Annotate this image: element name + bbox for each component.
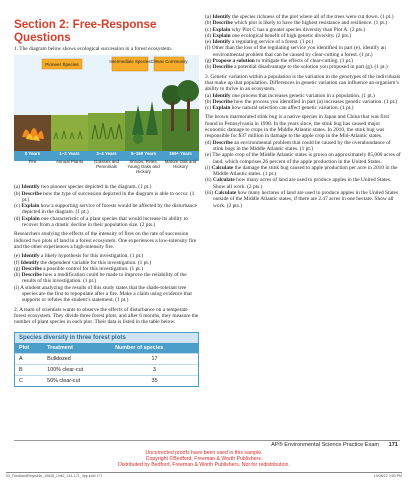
q3-paragraph: The brown marmorated stink bug is a native species in Japan and China that was first found in Pennsylvania in 1998. In the years since, the stink bug has caused major economic damage to crops in the Middle Atlantic states. In 2010, the stink bug was responsible for $37 million in damage to the apple crop in the Mid-Atlantic states. [205, 114, 389, 140]
item-text: a regulating service of a forest. (1 pt.) [230, 39, 314, 46]
species-table [14, 332, 199, 387]
q1-items-2 [14, 253, 199, 303]
item-verb: Identify [212, 14, 231, 20]
page-number: 171 [388, 442, 398, 448]
question-1-intro: 1. The diagram below shows ecological succession in a forest ecosystem. [14, 46, 172, 52]
stage-description: Fire [28, 159, 37, 165]
q3-items-2 [205, 140, 401, 209]
item-text: one ecological benefit of high genetic diversity. (2 pts.) [230, 32, 352, 39]
notice-line: Uncorrected proofs have been used in this sample. [145, 450, 263, 456]
item-verb: Identify [21, 184, 40, 191]
section-title: Section 2: Free-Response Questions [14, 18, 157, 44]
item-letter: (i) [14, 284, 20, 291]
item-verb: Identify [212, 39, 231, 46]
table-cell: 50% clear-cut [43, 375, 111, 386]
item-verb: Describe [212, 64, 233, 71]
item-text: the species richness of the plot where all of the trees were cut down. (1 pt.) [230, 14, 394, 20]
item-text: an environmental problem that could be caused by the overabundance of stink bugs in the Middle Atlantic states. (1 pt.) [213, 139, 391, 152]
table-cell: A [15, 353, 43, 364]
item-text: one characteristic of a plant species that would increase its ability to recover from a drastic decline in their population size. (2 pts.) [22, 215, 188, 229]
q3-items [205, 93, 401, 112]
item-verb: Describe [21, 190, 42, 197]
item-letter: (c) [14, 203, 20, 210]
stage-year: 0 Years [24, 151, 41, 157]
stage-description: Annual Plants [55, 159, 84, 165]
item-text: how the process you identified in part (a) increases genetic variation. (1 pt.) [232, 98, 398, 105]
question-item [205, 164, 401, 178]
stage-0 [14, 151, 51, 174]
table-row [15, 353, 198, 364]
item-verb: Explain [21, 203, 40, 210]
item-verb: Describe [21, 265, 42, 272]
stage-1 [51, 151, 88, 174]
item-letter: (d) [205, 32, 212, 39]
item-verb: Explain [212, 32, 231, 39]
stage-year: 1–2 Years [59, 151, 80, 157]
item-verb: Explain [212, 26, 231, 33]
item-letter: (g) [205, 58, 212, 65]
question-item [14, 203, 199, 216]
q1-paragraph: Researchers studying the effects of the intensity of fires on the rate of succession induced two plots of land in a forest ecosystem. One experiences a low-intensity fire and the other experiences a high-intensity fire. [14, 231, 197, 250]
table-cell: 100% clear-cut [43, 364, 111, 375]
item-text: two pioneer species depicted in the diagram. (1 pt.) [39, 184, 152, 191]
table-cell: 3 [111, 364, 198, 375]
item-letter: (d) [205, 139, 212, 146]
stage-2 [88, 151, 125, 174]
item-letter: (b) [205, 98, 212, 105]
item-letter: (i) [205, 164, 211, 171]
stage-description: Mature Oak and Hickory [164, 159, 197, 170]
item-text: The apple crop of the Middle Atlantic states is grown on approximately 85,000 acres of land, which comprises 26 percent of the apple production in the United States. [212, 152, 401, 165]
q1-items [14, 184, 199, 228]
item-text: how a supporting service of forests would be affected by the disturbance depicted in the diagram. (1 pt.) [22, 203, 198, 216]
item-letter: (d) [14, 215, 21, 222]
print-slug [6, 472, 402, 478]
table-cell: C [15, 375, 43, 386]
table-cell: Bulldozed [43, 353, 111, 364]
item-text: a potential disadvantage to the solution you proposed in part (g). (1 pt.) [232, 64, 388, 71]
stage-label-pioneer: Pioneer Species [45, 62, 79, 68]
slug-right: 19/08/22 3:50 PM [373, 474, 402, 478]
stage-row [14, 151, 199, 174]
item-text: which plot is likely to have the highest resistance and resilience. (1 pt.) [232, 20, 388, 27]
table-title: Species diversity in three forest plots [15, 333, 198, 343]
notice-line: Copyright ©Bedford, Freeman & Worth Publishers. [145, 456, 263, 462]
item-verb: Calculate [214, 190, 237, 197]
table-cell: B [15, 364, 43, 375]
item-text: how a modification could be made to improve the reliability of the results of this investigation. (1 pt.) [22, 272, 187, 285]
item-text: Other than the loss of the regulating service you identified in part (e), identify an environmental problem that can be caused by clear-cutting a forest. (1 pt.) [211, 45, 386, 58]
item-text: how the type of succession depicted in the diagram is able to occur. (1 pt.) [22, 190, 195, 203]
item-text: why Plot C has a greater species diversity than Plot A. (2 pts.) [230, 26, 366, 33]
item-verb: Describe [212, 139, 233, 146]
question-item [205, 64, 401, 71]
question-item [205, 45, 401, 58]
item-letter: (h) [205, 64, 212, 71]
item-text: how natural selection can affect genetic variation. (1 pt.) [230, 105, 354, 112]
q2-items [205, 14, 401, 71]
item-letter: (f) [205, 45, 211, 52]
table-header: Treatment [43, 343, 111, 354]
item-verb: Identify [212, 92, 231, 99]
item-letter: (c) [205, 26, 211, 33]
stage-4 [162, 151, 199, 174]
slug-left: 03_FriedlandRelyea4e_19638_Unit2_144-171_4pp.indd 171 [6, 474, 103, 478]
question-item [205, 177, 401, 190]
item-letter: (e) [205, 152, 211, 159]
stage-year: 150+ Years [169, 151, 192, 157]
item-verb: Calculate [212, 177, 235, 184]
item-verb: Identify [20, 259, 40, 266]
item-verb: Describe [21, 272, 42, 279]
stage-label-intermediate: Intermediate Species [109, 59, 151, 65]
table-row [15, 364, 198, 375]
item-verb: Propose a solution [212, 58, 255, 65]
item-letter: (a) [205, 92, 211, 99]
stage-label-climax: Climax Community [150, 59, 188, 65]
item-letter: (a) [14, 184, 20, 191]
item-verb: Calculate [211, 164, 234, 171]
notice-line: Distributed by Bedford, Freeman & Worth Publishers. Not for redistribution. [118, 462, 290, 468]
stage-3 [125, 151, 162, 174]
question-item [14, 284, 199, 304]
item-letter: (f) [14, 259, 20, 266]
item-text: a likely hypothesis for this investigation. (1 pt.) [39, 253, 144, 260]
item-text: how many hectares of land are used to produce apples in the United States outside of the Middle Atlantic states, if there are 2.47 acres in one hectare. Show all work. (2 pts.) [213, 190, 398, 209]
item-verb: Explain [21, 215, 40, 222]
stage-year: 5–150 Years [130, 151, 157, 157]
table-header: Number of species [111, 343, 198, 354]
right-column [205, 14, 401, 209]
item-letter: (a) [205, 14, 211, 20]
item-text: to mitigate the effects of clear-cutting. (1 pt.) [254, 58, 354, 65]
item-letter: (b) [14, 190, 21, 197]
table-header: Plot [15, 343, 43, 354]
item-verb: Describe [212, 98, 233, 105]
stage-description: Shrubs, Pines, Young Oaks and Hickory [127, 159, 160, 175]
item-text: a possible control for this investigation. (1 pt.) [41, 265, 143, 272]
copyright-notice [0, 450, 408, 468]
table-row [15, 375, 198, 386]
question-3-intro: 3. Genetic variation within a population is the variation in the genotypes of the individuals that make up that population. Differences in genetic variation can influence an organism’s ability to thrive in an ecosystem. [205, 73, 401, 93]
item-letter: (e) [205, 39, 211, 46]
item-letter: (e) [14, 253, 20, 260]
question-item [14, 215, 199, 229]
item-verb: Describe [212, 20, 233, 27]
item-text: A student analyzing the results of this study states that the shade-tolerant tree species are the first to repopulate after a fire. Make a claim using evidence that supports or refutes the student’s statement. (1 pt.) [20, 284, 192, 304]
left-column [14, 18, 199, 387]
table-cell: 17 [111, 353, 198, 364]
item-verb: Explain [212, 105, 231, 112]
question-item [205, 190, 401, 209]
footer-rule [14, 440, 400, 441]
item-text: the damage the stink bug caused to apple production per acre in 2010 in the Middle Atlantic states. (1 pt.) [213, 164, 398, 178]
succession-diagram [14, 55, 199, 181]
table-cell: 35 [111, 375, 198, 386]
item-letter: (iii) [205, 190, 214, 197]
item-text: the dependent variable for this investigation. (1 pt.) [39, 259, 152, 266]
page-footer [271, 442, 398, 448]
item-letter: (g) [14, 265, 21, 272]
item-text: how many acres of land are used to produce apples in the United States. Show all work. (2 pts.) [213, 177, 392, 190]
item-letter: (ii) [205, 177, 212, 184]
item-text: one process that increases genetic variation in a population. (1 pt.) [230, 92, 375, 99]
stage-description: Grasses and Perennials [94, 159, 119, 170]
question-item [14, 190, 199, 204]
item-letter: (c) [205, 105, 211, 112]
item-letter: (h) [14, 272, 21, 279]
question-item [205, 152, 401, 165]
question-item [14, 272, 199, 285]
data-table [15, 343, 198, 386]
stage-year: 3–4 Years [96, 151, 117, 157]
book-title: AP® Environmental Science Practice Exam [271, 442, 380, 448]
item-verb: Identify [21, 253, 40, 260]
question-2-intro: 2. A team of scientists wants to observe the effects of disturbance on a temperate forest ecosystem. They divide three forest plots, and after 6 months, they measure the number of plant species in each plot. Their data is listed in the table below. [14, 306, 199, 326]
item-letter: (b) [205, 20, 212, 27]
question-item [205, 139, 401, 153]
